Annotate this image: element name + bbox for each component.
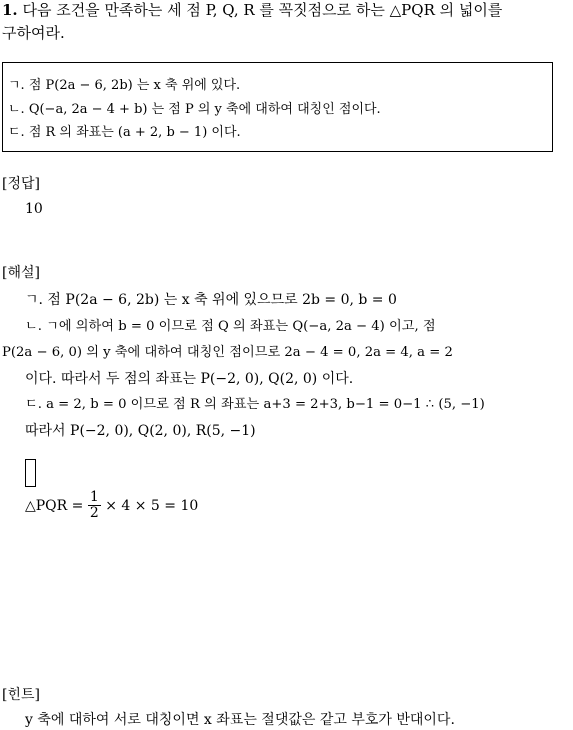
solution-line-6: 따라서 P(−2, 0), Q(2, 0), R(5, −1) <box>25 423 256 439</box>
solution-label: [해설] <box>2 265 40 281</box>
figure-placeholder <box>25 459 36 487</box>
problem-number: 1. <box>2 1 18 19</box>
area-fraction-numerator: 1 <box>89 489 99 505</box>
answer-value: 10 <box>25 201 43 217</box>
problem-title <box>2 3 502 18</box>
problem-line-2: 구하여라. <box>2 24 65 42</box>
solution-line-1: ㄱ. 점 P(2a − 6, 2b) 는 x 축 위에 있으므로 2b = 0, b = 0 <box>25 292 397 308</box>
hint-text: y 축에 대하여 서로 대칭이면 x 좌표는 절댓값은 같고 부호가 반대이다. <box>25 712 455 728</box>
solution-line-5: ㄷ. a = 2, b = 0 이므로 점 R 의 좌표는 a+3 = 2+3, b−1 = 0−1 ∴ (5, −1) <box>25 397 485 412</box>
hint-label: [힌트] <box>2 687 40 703</box>
area-suffix: × 4 × 5 = 10 <box>100 497 199 514</box>
solution-line-2: ㄴ. ㄱ에 의하여 b = 0 이므로 점 Q 의 좌표는 Q(−a, 2a − 4) 이고, 점 <box>25 319 436 334</box>
condition-a: ㄱ. 점 P(2a − 6, 2b) 는 x 축 위에 있다. <box>8 78 241 93</box>
condition-c: ㄷ. 점 R 의 좌표는 (a + 2, b − 1) 이다. <box>8 125 241 140</box>
solution-line-3: P(2a − 6, 0) 의 y 축에 대하여 대칭인 점이므로 2a − 4 = 0, 2a = 4, a = 2 <box>2 345 453 360</box>
solution-line-4: 이다. 따라서 두 점의 좌표는 P(−2, 0), Q(2, 0) 이다. <box>25 371 354 387</box>
answer-label: [정답] <box>2 176 40 192</box>
problem-line-1: 다음 조건을 만족하는 세 점 P, Q, R 를 꼭짓점으로 하는 △PQR 의 넓이를 <box>22 1 503 19</box>
area-fraction <box>88 490 101 522</box>
area-fraction-denominator: 2 <box>89 505 99 522</box>
area-formula <box>25 490 198 522</box>
condition-b: ㄴ. Q(−a, 2a − 4 + b) 는 점 P 의 y 축에 대하여 대칭인 점이다. <box>8 102 381 117</box>
area-prefix: △PQR = <box>25 497 88 514</box>
